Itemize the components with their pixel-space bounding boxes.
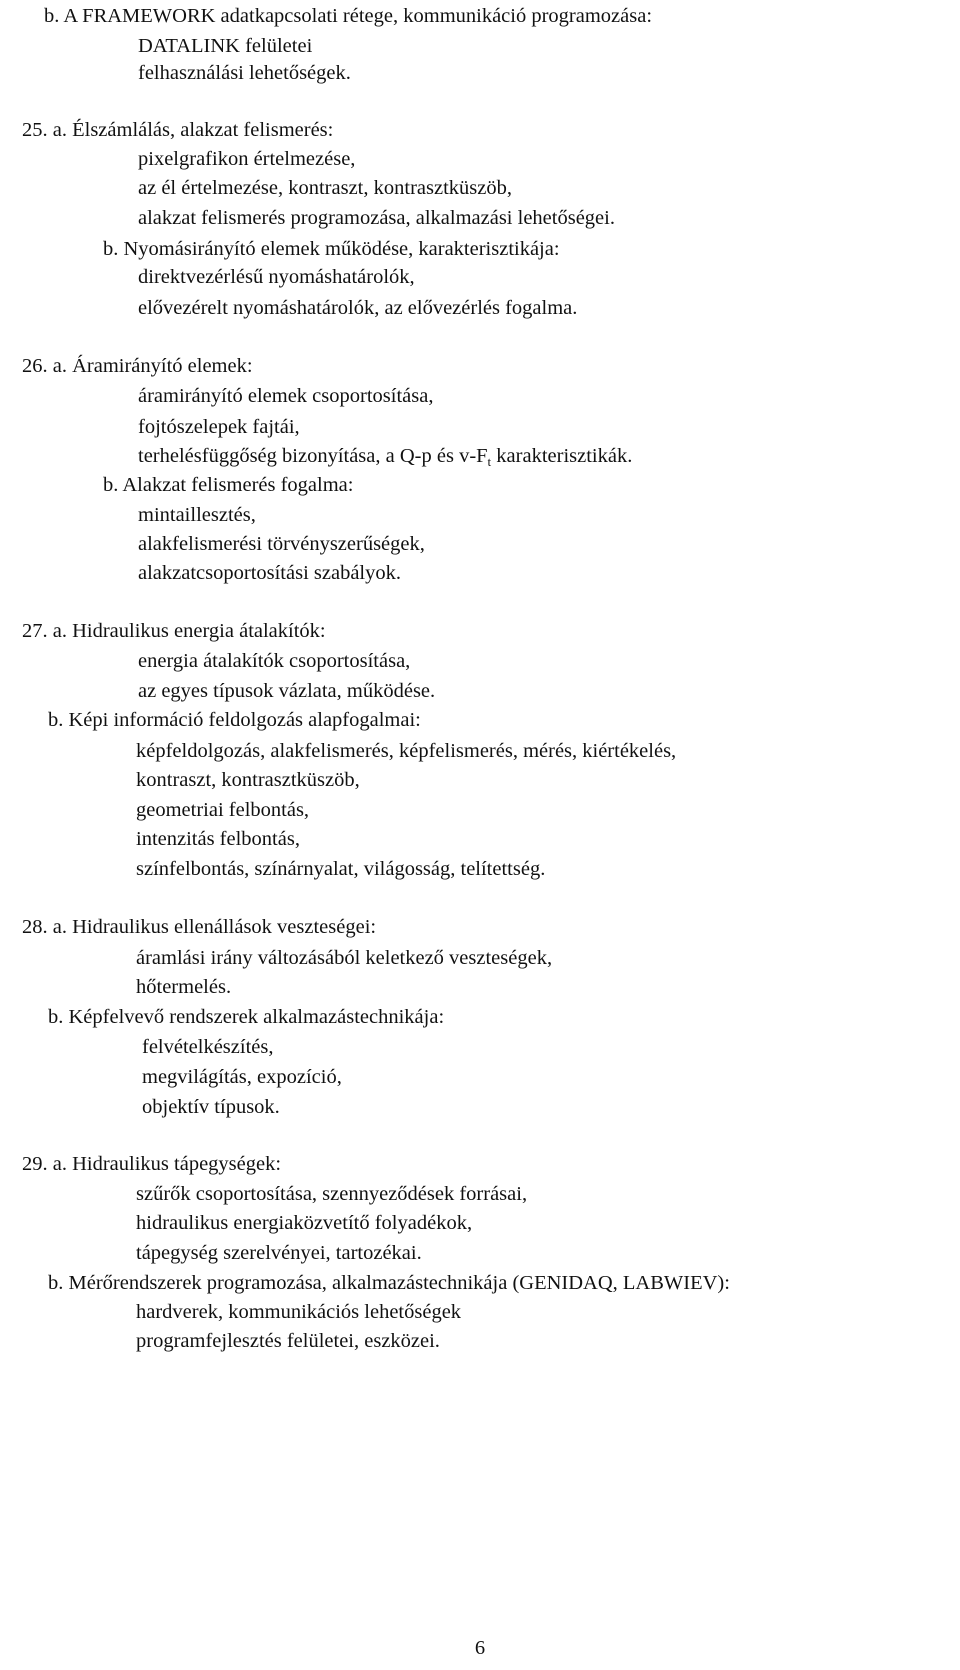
item-heading: b. Képfelvevő rendszerek alkalmazástechnikája: [48, 1006, 445, 1028]
item-heading: b. A FRAMEWORK adatkapcsolati rétege, kommunikáció programozása: [44, 5, 653, 27]
item-line: színfelbontás, színárnyalat, világosság, telítettség. [136, 858, 546, 880]
item-line: objektív típusok. [142, 1096, 280, 1118]
item-line [138, 446, 632, 467]
item-line: áramirányító elemek csoportosítása, [138, 385, 434, 407]
item-line-text: terhelésfüggőség bizonyítása, a Q-p és v-F [138, 445, 488, 467]
item-line: elővezérelt nyomáshatárolók, az elővezérlés fogalma. [138, 297, 578, 319]
item-line: az él értelmezése, kontraszt, kontrasztküszöb, [138, 177, 512, 199]
item-line: hardverek, kommunikációs lehetőségek [136, 1301, 462, 1323]
item-line: energia átalakítók csoportosítása, [138, 650, 411, 672]
item-heading: b. Alakzat felismerés fogalma: [103, 474, 354, 496]
item-heading: 25. a. Élszámlálás, alakzat felismerés: [22, 119, 334, 141]
item-line: intenzitás felbontás, [136, 828, 300, 850]
item-line: áramlási irány változásából keletkező veszteségek, [136, 947, 553, 969]
item-heading: b. Képi információ feldolgozás alapfogalmai: [48, 709, 421, 731]
item-heading: b. Nyomásirányító elemek működése, karakterisztikája: [103, 238, 560, 260]
item-line: hőtermelés. [136, 976, 232, 998]
item-line: tápegység szerelvényei, tartozékai. [136, 1242, 422, 1264]
item-heading: b. Mérőrendszerek programozása, alkalmazástechnikája (GENIDAQ, LABWIEV): [48, 1272, 730, 1294]
item-line: direktvezérlésű nyomáshatárolók, [138, 266, 415, 288]
item-line: kontraszt, kontrasztküszöb, [136, 769, 360, 791]
item-line: geometriai felbontás, [136, 799, 310, 821]
item-line: mintaillesztés, [138, 504, 256, 526]
page-number: 6 [474, 1637, 486, 1659]
item-line-text: karakterisztikák. [491, 445, 633, 467]
subscript-t: t [487, 454, 492, 469]
item-line: DATALINK felületei [138, 35, 313, 57]
item-line: hidraulikus energiaközvetítő folyadékok, [136, 1212, 473, 1234]
item-line: alakzat felismerés programozása, alkalmazási lehetőségei. [138, 207, 615, 229]
item-line: programfejlesztés felületei, eszközei. [136, 1330, 440, 1352]
item-line: felhasználási lehetőségek. [138, 62, 351, 84]
item-line: fojtószelepek fajtái, [138, 416, 300, 438]
item-line: alakfelismerési törvényszerűségek, [138, 533, 425, 555]
item-heading: 28. a. Hidraulikus ellenállások veszteségei: [22, 916, 377, 938]
item-line: megvilágítás, expozíció, [142, 1066, 342, 1088]
item-line: felvételkészítés, [142, 1036, 274, 1058]
item-line: képfeldolgozás, alakfelismerés, képfelismerés, mérés, kiértékelés, [136, 740, 677, 762]
item-heading: 26. a. Áramirányító elemek: [22, 355, 253, 377]
item-line: szűrők csoportosítása, szennyeződések forrásai, [136, 1183, 528, 1205]
item-line: pixelgrafikon értelmezése, [138, 148, 356, 170]
item-line: alakzatcsoportosítási szabályok. [138, 562, 401, 584]
item-line: az egyes típusok vázlata, működése. [138, 680, 436, 702]
item-heading: 27. a. Hidraulikus energia átalakítók: [22, 620, 326, 642]
item-heading: 29. a. Hidraulikus tápegységek: [22, 1153, 282, 1175]
